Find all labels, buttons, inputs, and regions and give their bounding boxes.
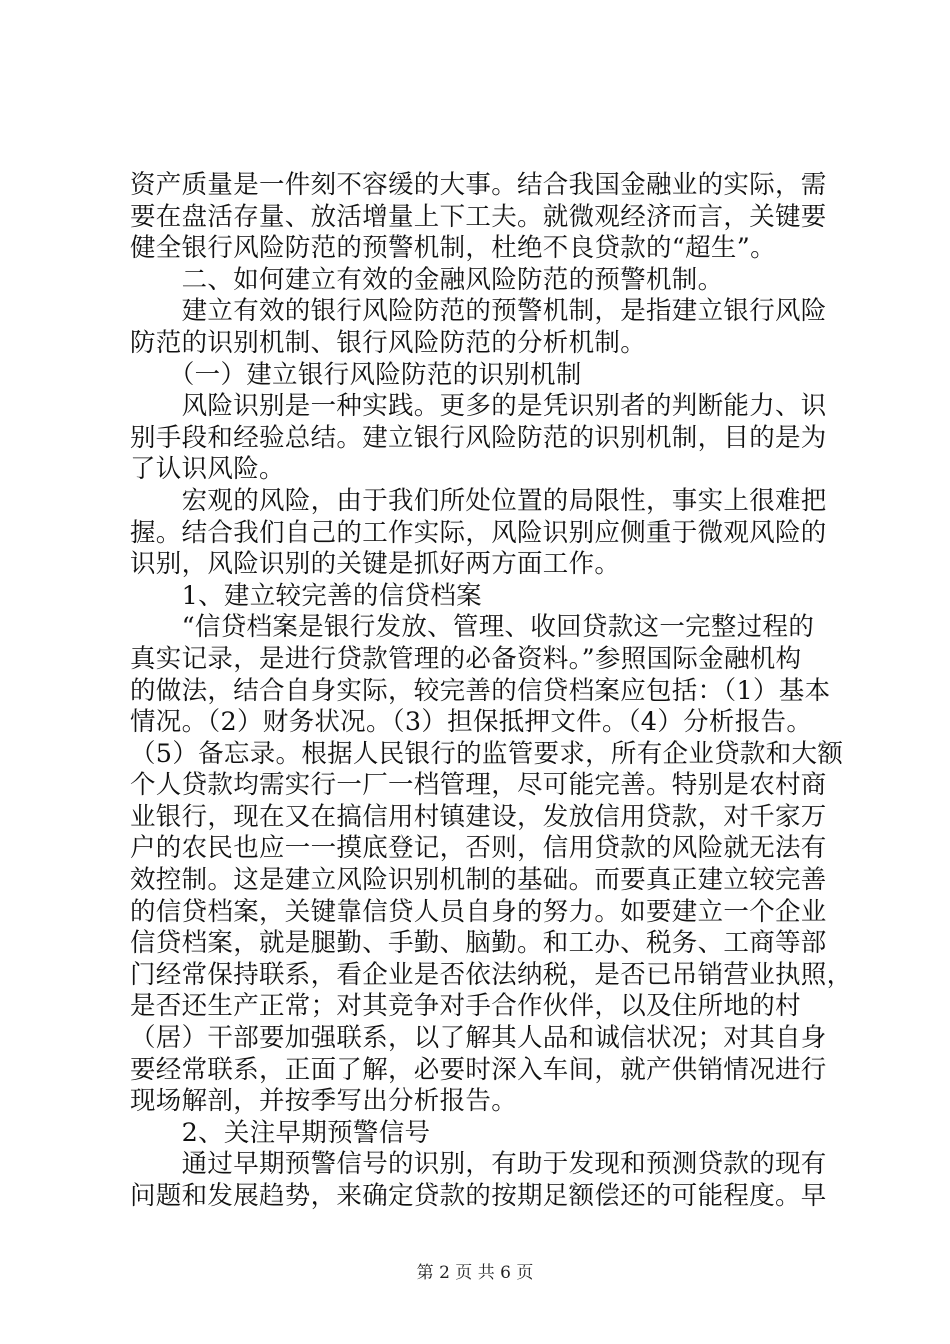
text-line: （5）备忘录。根据人民银行的监管要求，所有企业贷款和大额 <box>130 738 844 769</box>
page-number: 第 2 页 共 6 页 <box>416 1263 534 1283</box>
text-line: （居）干部要加强联系，以了解其人品和诚信状况；对其自身 <box>130 1023 827 1054</box>
text-line: 效控制。这是建立风险识别机制的基础。而要真正建立较完善 <box>130 865 827 896</box>
text-line: 握。结合我们自己的工作实际，风险识别应侧重于微观风险的 <box>130 517 827 548</box>
text-line: 的信贷档案，关键靠信贷人员自身的努力。如要建立一个企业 <box>130 896 827 927</box>
text-line: 是否还生产正常；对其竞争对手合作伙伴，以及住所地的村 <box>130 991 801 1022</box>
item-heading: 1、建立较完善的信贷档案 <box>130 580 482 611</box>
text-line: 宏观的风险，由于我们所处位置的局限性，事实上很难把 <box>130 485 827 516</box>
section-heading: 二、如何建立有效的金融风险防范的预警机制。 <box>130 264 724 295</box>
text-line: 风险识别是一种实践。更多的是凭识别者的判断能力、识 <box>130 391 827 422</box>
item-heading: 2、关注早期预警信号 <box>130 1117 431 1148</box>
text-line: 真实记录，是进行贷款管理的必备资料。”参照国际金融机构 <box>130 643 802 674</box>
text-line: 户的农民也应一一摸底登记，否则，信用贷款的风险就无法有 <box>130 833 827 864</box>
text-line: “信贷档案是银行发放、管理、收回贷款这一完整过程的 <box>130 612 815 643</box>
text-line: 了认识风险。 <box>130 454 285 485</box>
text-line: 现场解剖，并按季写出分析报告。 <box>130 1086 518 1117</box>
text-line: 识别，风险识别的关键是抓好两方面工作。 <box>130 549 621 580</box>
text-line: 建立有效的银行风险防范的预警机制，是指建立银行风险 <box>130 296 827 327</box>
text-line: 防范的识别机制、银行风险防范的分析机制。 <box>130 327 647 358</box>
page-footer <box>0 1263 950 1283</box>
text-line: 门经常保持联系，看企业是否依法纳税，是否已吊销营业执照， <box>130 959 853 990</box>
text-line: 要经常联系，正面了解，必要时深入车间，就产供销情况进行 <box>130 1054 827 1085</box>
text-line: 问题和发展趋势，来确定贷款的按期足额偿还的可能程度。早 <box>130 1181 827 1211</box>
text-line: 要在盘活存量、放活增量上下工夫。就微观经济而言，关键要 <box>130 201 827 232</box>
body-text <box>130 170 853 1213</box>
subsection-heading: （一）建立银行风险防范的识别机制 <box>130 359 582 390</box>
text-line: 业银行，现在又在搞信用村镇建设，发放信用贷款，对千家万 <box>130 801 827 832</box>
text-line: 情况。（2）财务状况。（3）担保抵押文件。（4）分析报告。 <box>130 707 813 738</box>
text-line: 个人贷款均需实行一厂一档管理，尽可能完善。特别是农村商 <box>130 770 827 801</box>
text-line: 的做法，结合自身实际，较完善的信贷档案应包括：（1）基本 <box>130 675 831 706</box>
text-line: 别手段和经验总结。建立银行风险防范的识别机制，目的是为 <box>130 422 827 453</box>
text-line: 健全银行风险防范的预警机制，杜绝不良贷款的“超生”。 <box>130 233 776 264</box>
text-line: 通过早期预警信号的识别，有助于发现和预测贷款的现有 <box>130 1149 827 1180</box>
text-line: 资产质量是一件刻不容缓的大事。结合我国金融业的实际，需 <box>130 170 827 200</box>
text-line: 信贷档案，就是腿勤、手勤、脑勤。和工办、税务、工商等部 <box>130 928 827 959</box>
